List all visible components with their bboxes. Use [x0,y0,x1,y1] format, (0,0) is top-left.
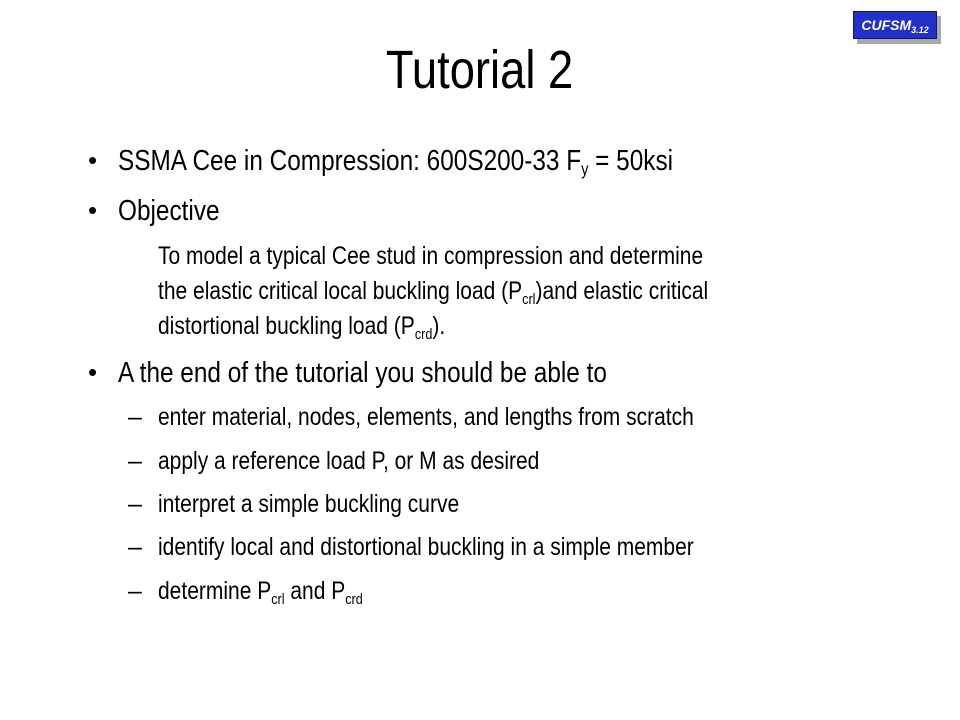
objective-line-1 [158,241,807,271]
outcome-dash-4: – [128,533,142,561]
objective-line-3 [158,311,500,341]
outcome-dash-3: – [128,490,142,518]
objective-line-3-text-end: ). [432,312,446,340]
objective-line-2-text-end: )and elastic critical [535,277,709,305]
outcome-item-5-sub-1: crl [271,591,285,608]
bullet-marker-2: • [88,195,98,225]
objective-line-1-text: To model a typical Cee stud in compression and determine [158,242,704,270]
outcome-item-3-text: interpret a simple buckling curve [158,490,460,518]
bullet-2-objective [118,194,239,228]
objective-line-3-subscript: crd [414,326,433,343]
outcome-item-5-text-mid: and P [284,577,346,605]
outcome-item-5-sub-2: crd [345,591,363,608]
badge-face [853,11,937,39]
bullet-1-text-end: = 50ksi [588,145,674,177]
outcome-item-2-text: apply a reference load P, or M as desired [158,447,540,475]
outcome-item-4-text: identify local and distortional buckling in a simple member [158,533,694,561]
outcome-item-2 [158,446,612,476]
bullet-3-text: A the end of the tutorial you should be able to [118,357,607,389]
bullet-1-text: SSMA Cee in Compression: 600S200-33 F [118,145,582,177]
outcome-item-4 [158,532,796,562]
bullet-1-section-spec [118,144,779,178]
bullet-1-subscript: y [581,159,589,179]
bullet-2-text: Objective [118,195,220,227]
bullet-3-outcomes [118,356,700,390]
objective-line-2-text: the elastic critical local buckling load (P [158,277,523,305]
badge-version: 3.12 [911,25,929,35]
badge-text: CUFSM [861,17,912,33]
bullet-marker-1: • [88,145,98,175]
outcome-dash-2: – [128,447,142,475]
bullet-marker-3: • [88,357,98,387]
outcome-dash-5: – [128,577,142,605]
outcome-item-3 [158,489,517,519]
outcome-item-1 [158,402,796,432]
slide-title [0,38,960,102]
objective-line-2 [158,276,813,306]
slide-title-text: Tutorial 2 [386,40,574,100]
outcome-item-5-text: determine P [158,577,272,605]
objective-line-2-subscript: crl [522,291,536,308]
outcome-item-1-text: enter material, nodes, elements, and lengths from scratch [158,403,694,431]
outcome-dash-1: – [128,403,142,431]
outcome-item-5 [158,576,402,606]
objective-line-3-text: distortional buckling load (P [158,312,415,340]
